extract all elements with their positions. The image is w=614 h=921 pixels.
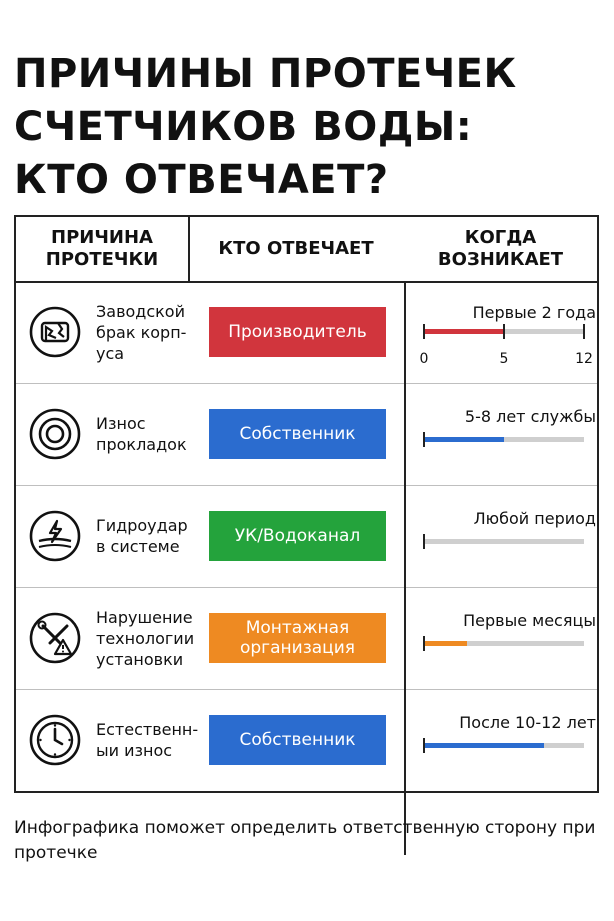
header-when: КОГДА ВОЗНИКАЕТ xyxy=(437,227,564,270)
timeline-start-tick xyxy=(423,534,425,549)
responsible-badge: УК/Водоканал xyxy=(209,511,386,561)
timeline-tick xyxy=(583,324,585,339)
when-label: Первые месяцы xyxy=(463,611,596,630)
when-label: После 10-12 лет xyxy=(459,713,596,732)
table-header xyxy=(16,217,597,283)
title-line-1: ПРИЧИНЫ ПРОТЕЧЕК xyxy=(14,51,517,97)
timeline-track xyxy=(424,641,584,646)
responsible-badge: Собственник xyxy=(209,409,386,459)
cause-text: Нарушение технологии установки xyxy=(96,607,195,669)
cause-text: Естественн- ыи износ xyxy=(96,720,199,760)
title-line-2: СЧЕТЧИКОВ ВОДЫ: xyxy=(14,104,473,150)
footer-note: Инфографика поможет определить ответственную сторону при протечке xyxy=(14,818,596,863)
leak-causes-table xyxy=(14,215,599,793)
table-row xyxy=(16,587,597,689)
table-row xyxy=(16,689,597,791)
cause-text: Заводской брак корп- уса xyxy=(96,301,187,363)
timeline-fill xyxy=(424,743,544,748)
timeline-start-tick xyxy=(423,636,425,651)
when-label: 5-8 лет службы xyxy=(464,407,596,426)
responsible-badge: Производитель xyxy=(209,307,386,357)
tools-warning-icon xyxy=(28,611,82,665)
title-line-3: КТО ОТВЕЧАЕТ? xyxy=(14,157,389,203)
table-row xyxy=(16,281,597,383)
timeline-fill xyxy=(424,437,504,442)
scale-number: 12 xyxy=(575,351,593,367)
when-label: Первые 2 года xyxy=(472,303,596,322)
water-hammer-icon xyxy=(28,509,82,563)
when-label: Любой период xyxy=(473,509,596,528)
timeline-track xyxy=(424,743,584,748)
clock-icon xyxy=(28,713,82,767)
cause-text: Гидроудар в системе xyxy=(96,516,188,556)
table-row xyxy=(16,485,597,587)
timeline-fill xyxy=(424,641,467,646)
cracked-meter-icon xyxy=(28,305,82,359)
timeline-start-tick xyxy=(423,324,425,339)
timeline-track xyxy=(424,539,584,544)
timeline-start-tick xyxy=(423,738,425,753)
scale-number: 0 xyxy=(419,351,429,367)
cause-text: Износ прокладок xyxy=(96,414,187,454)
header-responsible: КТО ОТВЕЧАЕТ xyxy=(218,238,374,259)
page-title xyxy=(14,48,604,207)
timeline-tick xyxy=(503,324,505,339)
timeline-fill xyxy=(424,329,504,334)
timeline-track xyxy=(424,437,584,442)
responsible-badge: Собственник xyxy=(209,715,386,765)
timeline-track xyxy=(424,329,584,334)
timeline-start-tick xyxy=(423,432,425,447)
table-body xyxy=(16,281,597,791)
table-row xyxy=(16,383,597,485)
header-cause: ПРИЧИНА ПРОТЕЧКИ xyxy=(45,227,159,270)
gasket-ring-icon xyxy=(28,407,82,461)
scale-number: 5 xyxy=(499,351,509,367)
responsible-badge: Монтажная организация xyxy=(209,613,386,663)
